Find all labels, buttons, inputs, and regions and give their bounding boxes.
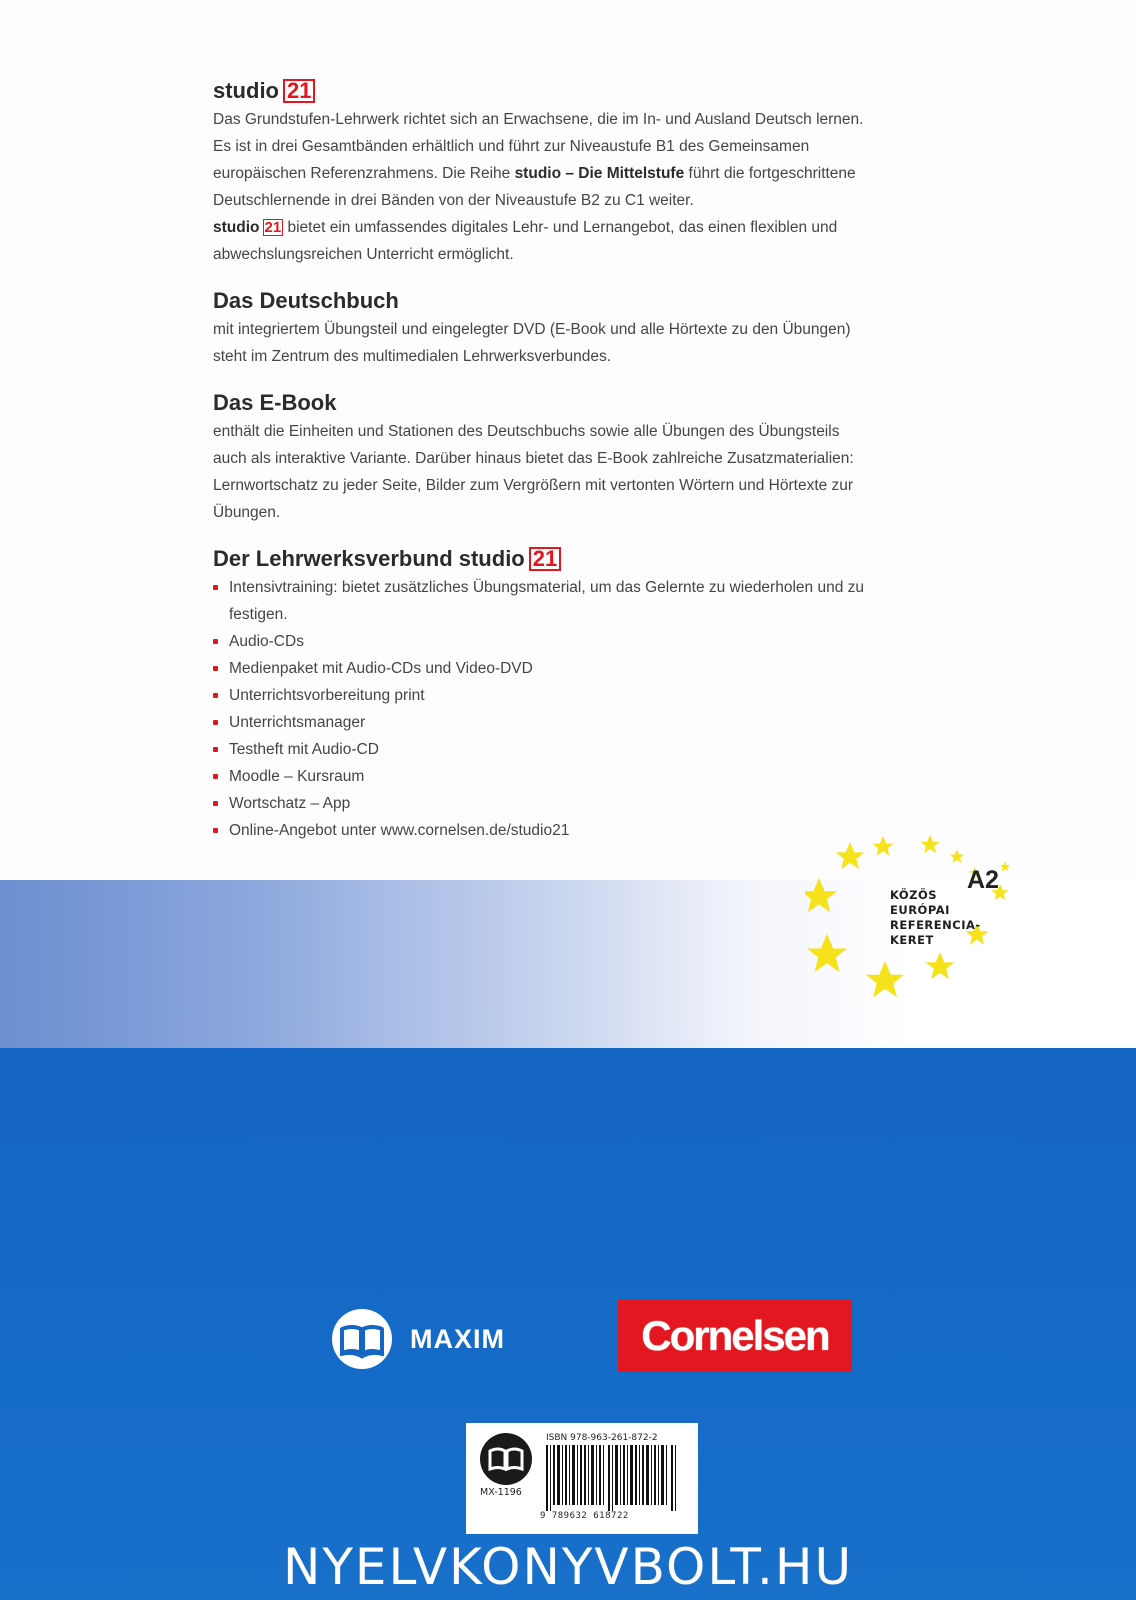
list-item-text: Online-Angebot unter www.cornelsen.de/studio21 [229,822,570,839]
intro-line-2: Es ist in drei Gesamtbänden erhältlich und führt zur Niveaustufe B1 des Gemeinsamen [213,138,810,155]
cefr-label-line-2: EURÓPAI [890,903,950,917]
component-list [213,574,1013,844]
deutschbuch-line-2: steht im Zentrum des multimedialen Lehrwerksverbundes. [213,348,612,365]
intro-line-1: Das Grundstufen-Lehrwerk richtet sich an Erwachsene, die im In- und Ausland Deutsch lernen. [213,111,864,128]
list-item-text: Unterrichtsvorbereitung print [229,687,425,704]
verbund-heading [213,546,1013,572]
intro-heading [213,78,1013,104]
list-item-continuation [213,601,1013,628]
cornelsen-logo [618,1300,852,1372]
barcode-label [466,1423,698,1534]
list-item [213,709,1013,736]
barcode-digits: 9 789632 618722 [540,1511,629,1521]
list-item-text: Moodle – Kursraum [229,768,365,785]
brand-tag-21: 21 [283,79,315,103]
isbn-number: ISBN 978-963-261-872-2 [546,1433,658,1443]
list-item [213,763,1013,790]
intro-line-3-c: führt die fortgeschrittene [684,165,856,182]
list-item [213,790,1013,817]
list-item-text: Audio-CDs [229,633,304,650]
cefr-label-line-3: REFERENCIA- [890,918,981,932]
description-text [213,78,1013,844]
list-item-text: Testheft mit Audio-CD [229,741,379,758]
intro-line-3-bold: studio – Die Mittelstufe [514,165,685,182]
list-item [213,682,1013,709]
verbund-title: Der Lehrwerksverbund studio [213,546,525,571]
product-code: MX-1196 [480,1487,522,1498]
book-badge-icon [474,1427,538,1491]
bullet-icon [213,720,218,725]
bullet-icon [213,585,218,590]
list-item-text: Intensivtraining: bietet zusätzliches Übungsmaterial, um das Gelernte zu wiederholen und zu [229,579,864,596]
bullet-icon [213,639,218,644]
brand-name: studio [213,78,279,103]
cefr-label-line-4: KERET [890,933,934,947]
ebook-line-2: auch als interaktive Variante. Darüber hinaus bietet das E-Book zahlreiche Zusatzmaterialien: [213,450,854,467]
list-item-text: Wortschatz – App [229,795,351,812]
intro-line-6: abwechslungsreichen Unterricht ermöglicht. [213,246,514,263]
watermark: NYELVKONYVBOLT.HU [282,1538,854,1596]
list-item-text: Medienpaket mit Audio-CDs und Video-DVD [229,660,533,677]
intro-line-5 [213,214,1013,241]
bullet-icon [213,828,218,833]
cefr-label [890,888,981,948]
list-item-text: Unterrichtsmanager [229,714,366,731]
ebook-heading: Das E-Book [213,390,337,415]
barcode-icon [546,1445,678,1511]
maxim-wordmark: MAXIM [410,1323,505,1354]
cornelsen-wordmark: Cornelsen [641,1312,829,1359]
list-item [213,574,1013,601]
ebook-line-3: Lernwortschatz zu jeder Seite, Bilder zum Vergrößern mit vertonten Wörtern und Hörtexte zur [213,477,854,494]
maxim-logo [330,1307,505,1371]
list-item [213,655,1013,682]
bullet-icon [213,693,218,698]
bullet-icon [213,747,218,752]
intro-line-5-tag: 21 [264,219,282,236]
deutschbuch-heading: Das Deutschbuch [213,288,399,313]
deutschbuch-line-1: mit integriertem Übungsteil und eingelegter DVD (E-Book und alle Hörtexte zu den Übungen) [213,321,851,338]
bullet-icon [213,801,218,806]
list-item [213,736,1013,763]
ebook-line-1: enthält die Einheiten und Stationen des Deutschbuchs sowie alle Übungen des Übungsteils [213,423,840,440]
list-item [213,628,1013,655]
bullet-icon [213,774,218,779]
intro-line-3-a: europäischen Referenzrahmens. Die Reihe [213,165,515,182]
intro-line-5-brand: studio [213,219,260,236]
bullet-icon [213,666,218,671]
cefr-level: A2 [967,866,999,894]
cefr-label-line-1: KÖZÖS [890,888,938,902]
intro-line-5-text: bietet ein umfassendes digitales Lehr- und Lernangebot, das einen flexiblen und [283,219,838,236]
verbund-tag-21: 21 [529,547,561,571]
intro-line-4: Deutschlernende in drei Bänden von der Niveaustufe B2 zu C1 weiter. [213,192,694,209]
list-item-text: festigen. [229,606,288,623]
open-book-icon [330,1307,394,1371]
ebook-line-4: Übungen. [213,504,281,521]
intro-line-3 [213,160,1013,187]
